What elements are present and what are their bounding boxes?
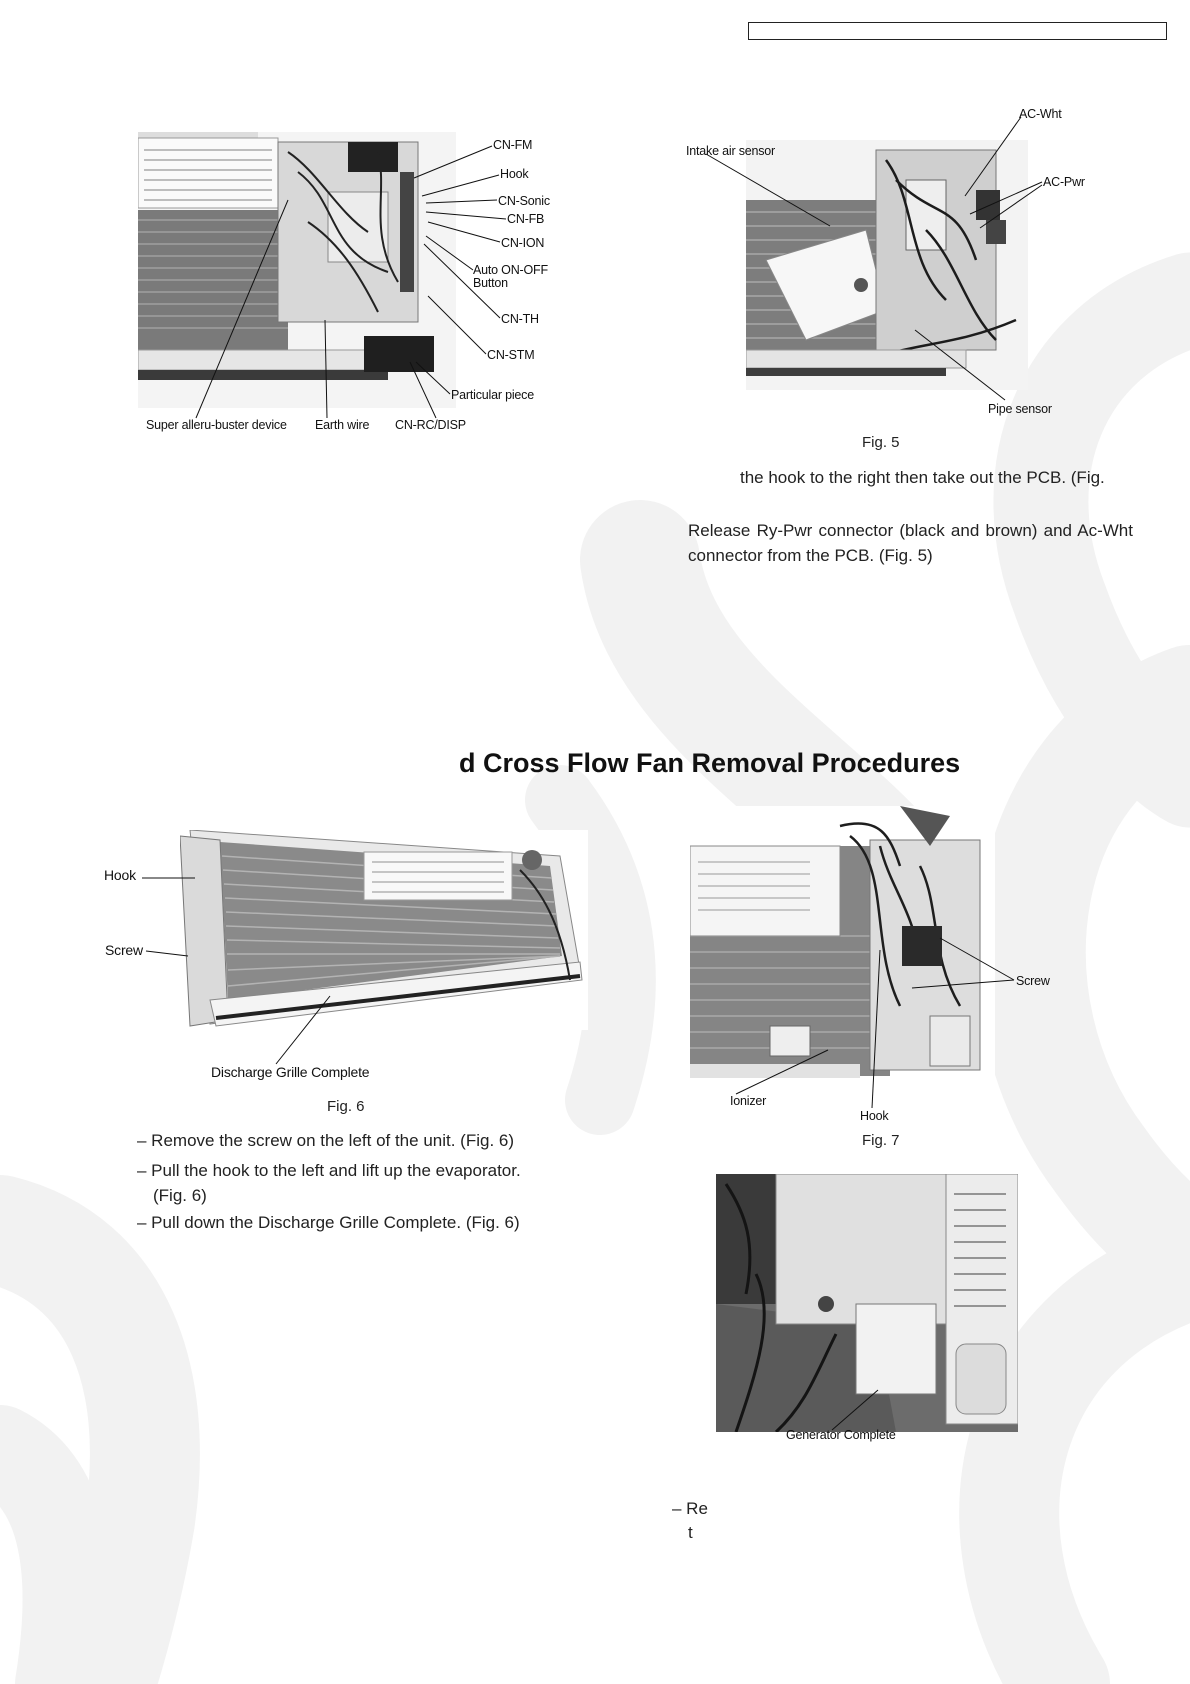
label-fig7-hook: Hook: [860, 1109, 889, 1123]
label-ac-pwr: AC-Pwr: [1043, 175, 1085, 189]
label-discharge-grille: Discharge Grille Complete: [211, 1064, 370, 1080]
label-cn-sonic: CN-Sonic: [498, 194, 550, 208]
text-bottom-line2: t: [688, 1523, 693, 1542]
label-earth-wire: Earth wire: [315, 418, 370, 432]
label-auto-on-off-button: Auto ON-OFF Button: [473, 263, 548, 290]
label-cn-fm: CN-FM: [493, 138, 533, 152]
label-cn-rc-disp: CN-RC/DISP: [395, 418, 466, 432]
photo-pcb-connectors: [138, 132, 456, 408]
label-fig6-screw: Screw: [105, 942, 143, 958]
step-pull-hook: – Pull the hook to the left and lift up the evaporator. (Fig. 6): [137, 1161, 521, 1205]
label-particular-piece: Particular piece: [451, 388, 534, 402]
fig5-caption: Fig. 5: [862, 434, 900, 451]
photo-fig5: [746, 140, 1028, 390]
header-box: [748, 22, 1167, 40]
photo-fig6: [180, 830, 588, 1030]
label-cn-ion: CN-ION: [501, 236, 545, 250]
label-cn-fb: CN-FB: [507, 212, 545, 226]
label-cn-stm: CN-STM: [487, 348, 535, 362]
photo-generator: [716, 1174, 1018, 1432]
text-bottom-line1: – Re: [672, 1499, 708, 1518]
label-cn-th: CN-TH: [501, 312, 539, 326]
label-ionizer: Ionizer: [730, 1094, 767, 1108]
step-remove-screw: – Remove the screw on the left of the unit. (Fig. 6): [137, 1131, 515, 1150]
label-super-alleru-buster: Super alleru-buster device: [146, 418, 287, 432]
label-pipe-sensor: Pipe sensor: [988, 402, 1052, 416]
label-generator-complete: Generator Complete: [786, 1428, 896, 1442]
label-hook: Hook: [500, 167, 529, 181]
label-fig6-hook: Hook: [104, 867, 136, 883]
step-pull-down-grille: – Pull down the Discharge Grille Complete. (Fig. 6): [137, 1213, 520, 1232]
fig6-caption: Fig. 6: [327, 1098, 365, 1115]
fig7-caption: Fig. 7: [862, 1132, 900, 1149]
text-release-connector: Release Ry-Pwr connector (black and brown) and Ac-Wht connector from the PCB. (Fig. 5): [688, 521, 1133, 565]
label-fig7-screw: Screw: [1016, 974, 1050, 988]
text-hook-right-line: the hook to the right then take out the PCB. (Fig.: [740, 468, 1105, 487]
photo-fig7: [690, 806, 995, 1102]
label-ac-wht: AC-Wht: [1019, 107, 1062, 121]
label-intake-air-sensor: Intake air sensor: [686, 144, 776, 158]
section-heading: d Cross Flow Fan Removal Procedures: [459, 748, 961, 778]
